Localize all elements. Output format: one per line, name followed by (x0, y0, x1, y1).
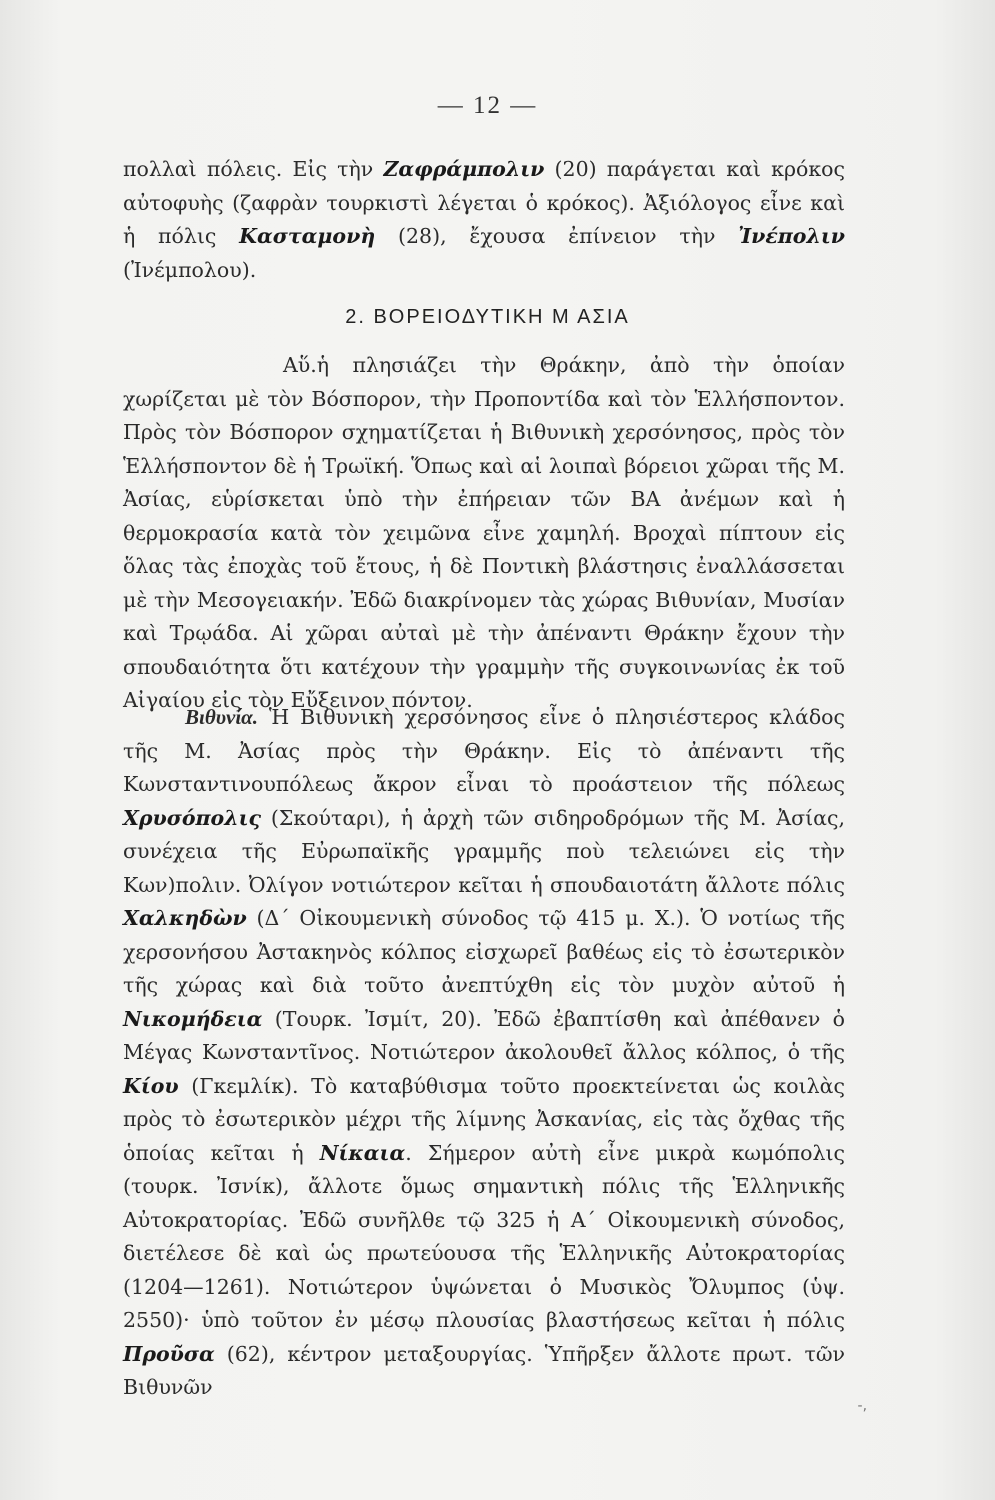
place-name-inepolis: Ἰνέπολιν (738, 224, 845, 248)
place-name-nikaia: Νίκαια (319, 1140, 406, 1165)
text-run: (20) παράγεται καὶ κρόκος αὐτοφυὴς (ζαφρὰν τουρκιστὶ λέγεται ὁ κρόκος). Ἀξιόλογος εἶνε καὶ ἡ πόλις (123, 157, 845, 248)
place-name-zaframpolis: Ζαφράμπολιν (383, 157, 545, 181)
paragraph-bithynia (123, 701, 845, 1405)
place-name-chrysopolis: Χρυσόπολις (123, 805, 262, 830)
margin-mark: -‚ (857, 1398, 867, 1414)
paragraph-northwest-asia-minor: Αὕ.ἡ πλησιάζει τὴν Θράκην, ἀπὸ τὴν ὁποίαν χωρίζεται μὲ τὸν Βόσπορον, τὴν Προποντίδα καὶ τὸν Ἑλλήσποντον. Πρὸς τὸν Βόσπορον σχηματίζεται ἡ Βιθυνικὴ χερσόνησος, πρὸς τὸν Ἑλλήσποντον δὲ ἡ Τρωϊκή. Ὅπως καὶ αἱ λοιπαὶ βόρειοι χῶραι τῆς Μ. Ἀσίας, εὑρίσκεται ὑπὸ τὴν ἐπήρειαν τῶν ΒΑ ἀνέμων καὶ ἡ θερμοκρασία κατὰ τὸν χειμῶνα εἶνε χαμηλή. Βροχαὶ πίπτουν εἰς ὅλας τὰς ἐποχὰς τοῦ ἔτους, ἡ δὲ Ποντικὴ βλάστησις ἐναλλάσσεται μὲ τὴν Μεσογειακήν. Ἐδῶ διακρίνομεν τὰς χώρας Βιθυνίαν, Μυσίαν καὶ Τρῳάδα. Αἱ χῶραι αὐταὶ μὲ τὴν ἀπέναντι Θράκην ἔχουν τὴν σπουδαιότητα ὅτι κατέχουν τὴν γραμμὴν τῆς συγκοινωνίας ἐκ τοῦ Αἰγαίου εἰς τὸν Εὔξεινον πόντον. (123, 353, 845, 712)
text-run: . Σήμερον αὐτὴ εἶνε μικρὰ κωμόπολις (τουρκ. Ἰσνίκ), ἄλλοτε ὅμως σημαντικὴ πόλις τῆς Ἑλληνικῆς Αὐτοκρατορίας. Ἐδῶ συνῆλθε τῷ 325 ἡ Α΄ Οἰκουμενικὴ σύνοδος, διετέλεσε δὲ καὶ ὡς πρωτεύουσα τῆς Ἑλληνικῆς Αὐτοκρατορίας (1204—1261). Νοτιώτερον ὑψώνεται ὁ Μυσικὸς Ὄλυμπος (ὑψ. 2550)· ὑπὸ τοῦτον ἐν μέσῳ πλουσίας βλαστήσεως κεῖται ἡ πόλις (123, 1140, 846, 1332)
place-name-chalkedon: Χαλκηδὼν (123, 906, 247, 930)
text-run: Ἡ Βιθυνικὴ χερσόνησος εἶνε ὁ πλησιέστερος κλάδος τῆς Μ. Ἀσίας πρὸς τὴν Θράκην. Εἰς τὸ ἀπέναντι τῆς Κωνσταντινουπόλεως ἄκρον εἶναι τὸ προάστειον τῆς πόλεως (123, 705, 845, 796)
text-run: (Σκούταρι), ἡ ἀρχὴ τῶν σιδηροδρόμων τῆς Μ. Ἀσίας, συνέχεια τῆς Εὐρωπαϊκῆς γραμμῆς ποὺ τελειώνει εἰς τὴν Κων)πολιν. Ὀλίγον νοτιώτερον κεῖται ἡ σπουδαιοτάτη ἄλλοτε πόλις (123, 805, 845, 897)
text-run: (62), κέντρον μεταξουργίας. Ὑπῆρξεν ἄλλοτε πρωτ. τῶν Βιθυνῶν (123, 1341, 845, 1399)
page-number: — 12 — (437, 92, 538, 119)
run-in-heading-bithynia: Βιθυνία. (185, 705, 259, 729)
text-run: (Ἰνέμπολου). (123, 257, 257, 282)
paragraph-intro (123, 153, 845, 287)
text-run: (Γκεμλίκ). Τὸ καταβύθισμα τοῦτο προεκτείνεται ὡς κοιλὰς πρὸς τὸ ἐσωτερικὸν μέχρι τῆς λίμνης Ἀσκανίας, εἰς τὰς ὄχθας τῆς ὁποίας κεῖται ἡ (123, 1073, 845, 1165)
text-run: (Δ΄ Οἰκουμενικὴ σύνοδος τῷ 415 μ. Χ.). Ὁ νοτίως τῆς χερσονήσου Ἀστακηνὸς κόλπος εἰσχωρεῖ βαθέως εἰς τὸ ἐσωτερικὸν τῆς χώρας καὶ διὰ τοῦτο ἀνεπτύχθη εἰς τὸν μυχὸν αὐτοῦ ἡ (123, 906, 845, 997)
place-name-prousa: Προῦσα (123, 1341, 215, 1366)
place-name-kios: Κίου (123, 1073, 179, 1098)
section-heading: 2. ΒΟΡΕΙΟΔΥΤΙΚΗ Μ ΑΣΙΑ (345, 306, 630, 328)
text-run: (Τουρκ. Ἰσμίτ, 20). Ἐδῶ ἐβαπτίσθη καὶ ἀπέθανεν ὁ Μέγας Κωνσταντῖνος. Νοτιώτερον ἀκολουθεῖ ἄλλος κόλπος, ὁ τῆς (123, 1006, 845, 1064)
place-name-nikomideia: Νικομήδεια (123, 1006, 263, 1031)
text-run: πολλαὶ πόλεις. Εἰς τὴν (123, 157, 384, 181)
text-run: (28), ἔχουσα ἐπίνειον τὴν (375, 224, 739, 248)
place-name-kastamoni: Κασταμονὴ (239, 224, 376, 248)
